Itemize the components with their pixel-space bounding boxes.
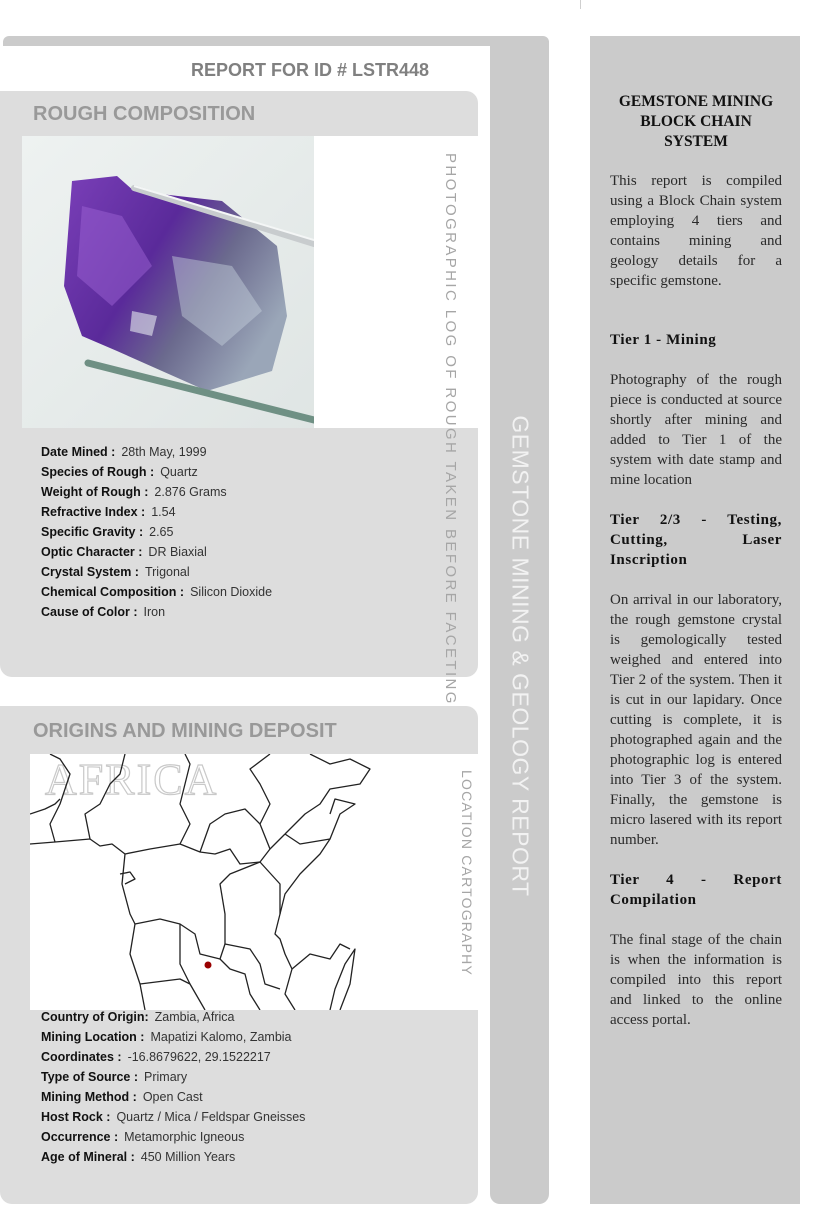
field-type-of-source: Type of Source : Primary	[41, 1070, 188, 1084]
tier-4-heading: Tier 4 - Report Compilation	[610, 872, 782, 908]
photo-caption: PHOTOGRAPHIC LOG OF ROUGH TAKEN BEFORE FACETING	[442, 153, 459, 706]
field-crystal-system: Crystal System : Trigonal	[41, 565, 190, 579]
photo-area	[22, 136, 478, 428]
header-bar	[3, 36, 549, 46]
field-date-mined: Date Mined : 28th May, 1999	[41, 445, 207, 459]
mine-location-marker	[205, 962, 212, 969]
top-divider-tick	[580, 0, 581, 9]
field-country-of-origin: Country of Origin: Zambia, Africa	[41, 1010, 235, 1024]
tier-4-body: The final stage of the chain is when the information is compiled into this report and linked to the online access portal.	[610, 932, 782, 1028]
origins-panel	[0, 706, 478, 1204]
tier-2-3-body: On arrival in our laboratory, the rough gemstone crystal is gemologically tested weighed and entered into Tier 2 of the system. Then it is cut in our lapidary. Once cutting is complete, it is photographed again and the photographic log is entered into Tier 3 of the system. Finally, the gemstone is micro lasered with its report number.	[610, 592, 782, 848]
field-species: Species of Rough : Quartz	[41, 465, 198, 479]
side-strip-title: GEMSTONE MINING & GEOLOGY REPORT	[507, 415, 533, 897]
tier-1-body: Photography of the rough piece is conducted at source shortly after mining and added to Tier 1 of the system with date stamp and mine location	[610, 372, 782, 488]
field-age-of-mineral: Age of Mineral : 450 Million Years	[41, 1150, 236, 1164]
origins-fields-list	[41, 1010, 305, 1170]
africa-map	[30, 754, 380, 1010]
side-strip-title-container	[490, 36, 549, 1204]
field-specific-gravity: Specific Gravity : 2.65	[41, 525, 174, 539]
origins-title: ORIGINS AND MINING DEPOSIT	[33, 720, 337, 742]
field-occurrence: Occurrence : Metamorphic Igneous	[41, 1130, 245, 1144]
field-chemical-composition: Chemical Composition : Silicon Dioxide	[41, 585, 273, 599]
map-area	[30, 754, 478, 1010]
field-refractive-index: Refractive Index : 1.54	[41, 505, 176, 519]
field-mining-location: Mining Location : Mapatizi Kalomo, Zambia	[41, 1030, 292, 1044]
rough-composition-panel	[0, 91, 478, 677]
report-id-heading: REPORT FOR ID # LSTR448	[191, 60, 430, 80]
field-coordinates: Coordinates : -16.8679622, 29.1522217	[41, 1050, 271, 1064]
blockchain-intro: This report is compiled using a Block Chain system employing 4 tiers and contains mining and geology details for a specific gemstone.	[610, 173, 782, 289]
rough-composition-title: ROUGH COMPOSITION	[33, 103, 256, 125]
field-cause-of-color: Cause of Color : Iron	[41, 605, 166, 619]
rough-gemstone-photo	[22, 136, 314, 428]
location-map	[30, 754, 380, 1010]
field-weight: Weight of Rough : 2.876 Grams	[41, 485, 227, 499]
gemstone-image	[22, 136, 314, 428]
tier-1-heading: Tier 1 - Mining	[610, 332, 717, 348]
blockchain-info-column	[590, 36, 800, 1204]
blockchain-title: GEMSTONE MINING BLOCK CHAIN SYSTEM	[618, 93, 774, 150]
tier-2-3-heading: Tier 2/3 - Testing, Cutting, Laser Inscription	[610, 512, 782, 568]
map-caption: LOCATION CARTOGRAPHY	[459, 770, 475, 977]
rough-fields-list	[41, 445, 272, 625]
map-label-africa: AFRICA	[45, 755, 219, 804]
field-host-rock: Host Rock : Quartz / Mica / Feldspar Gneisses	[41, 1110, 306, 1124]
field-mining-method: Mining Method : Open Cast	[41, 1090, 203, 1104]
field-optic-character: Optic Character : DR Biaxial	[41, 545, 207, 559]
